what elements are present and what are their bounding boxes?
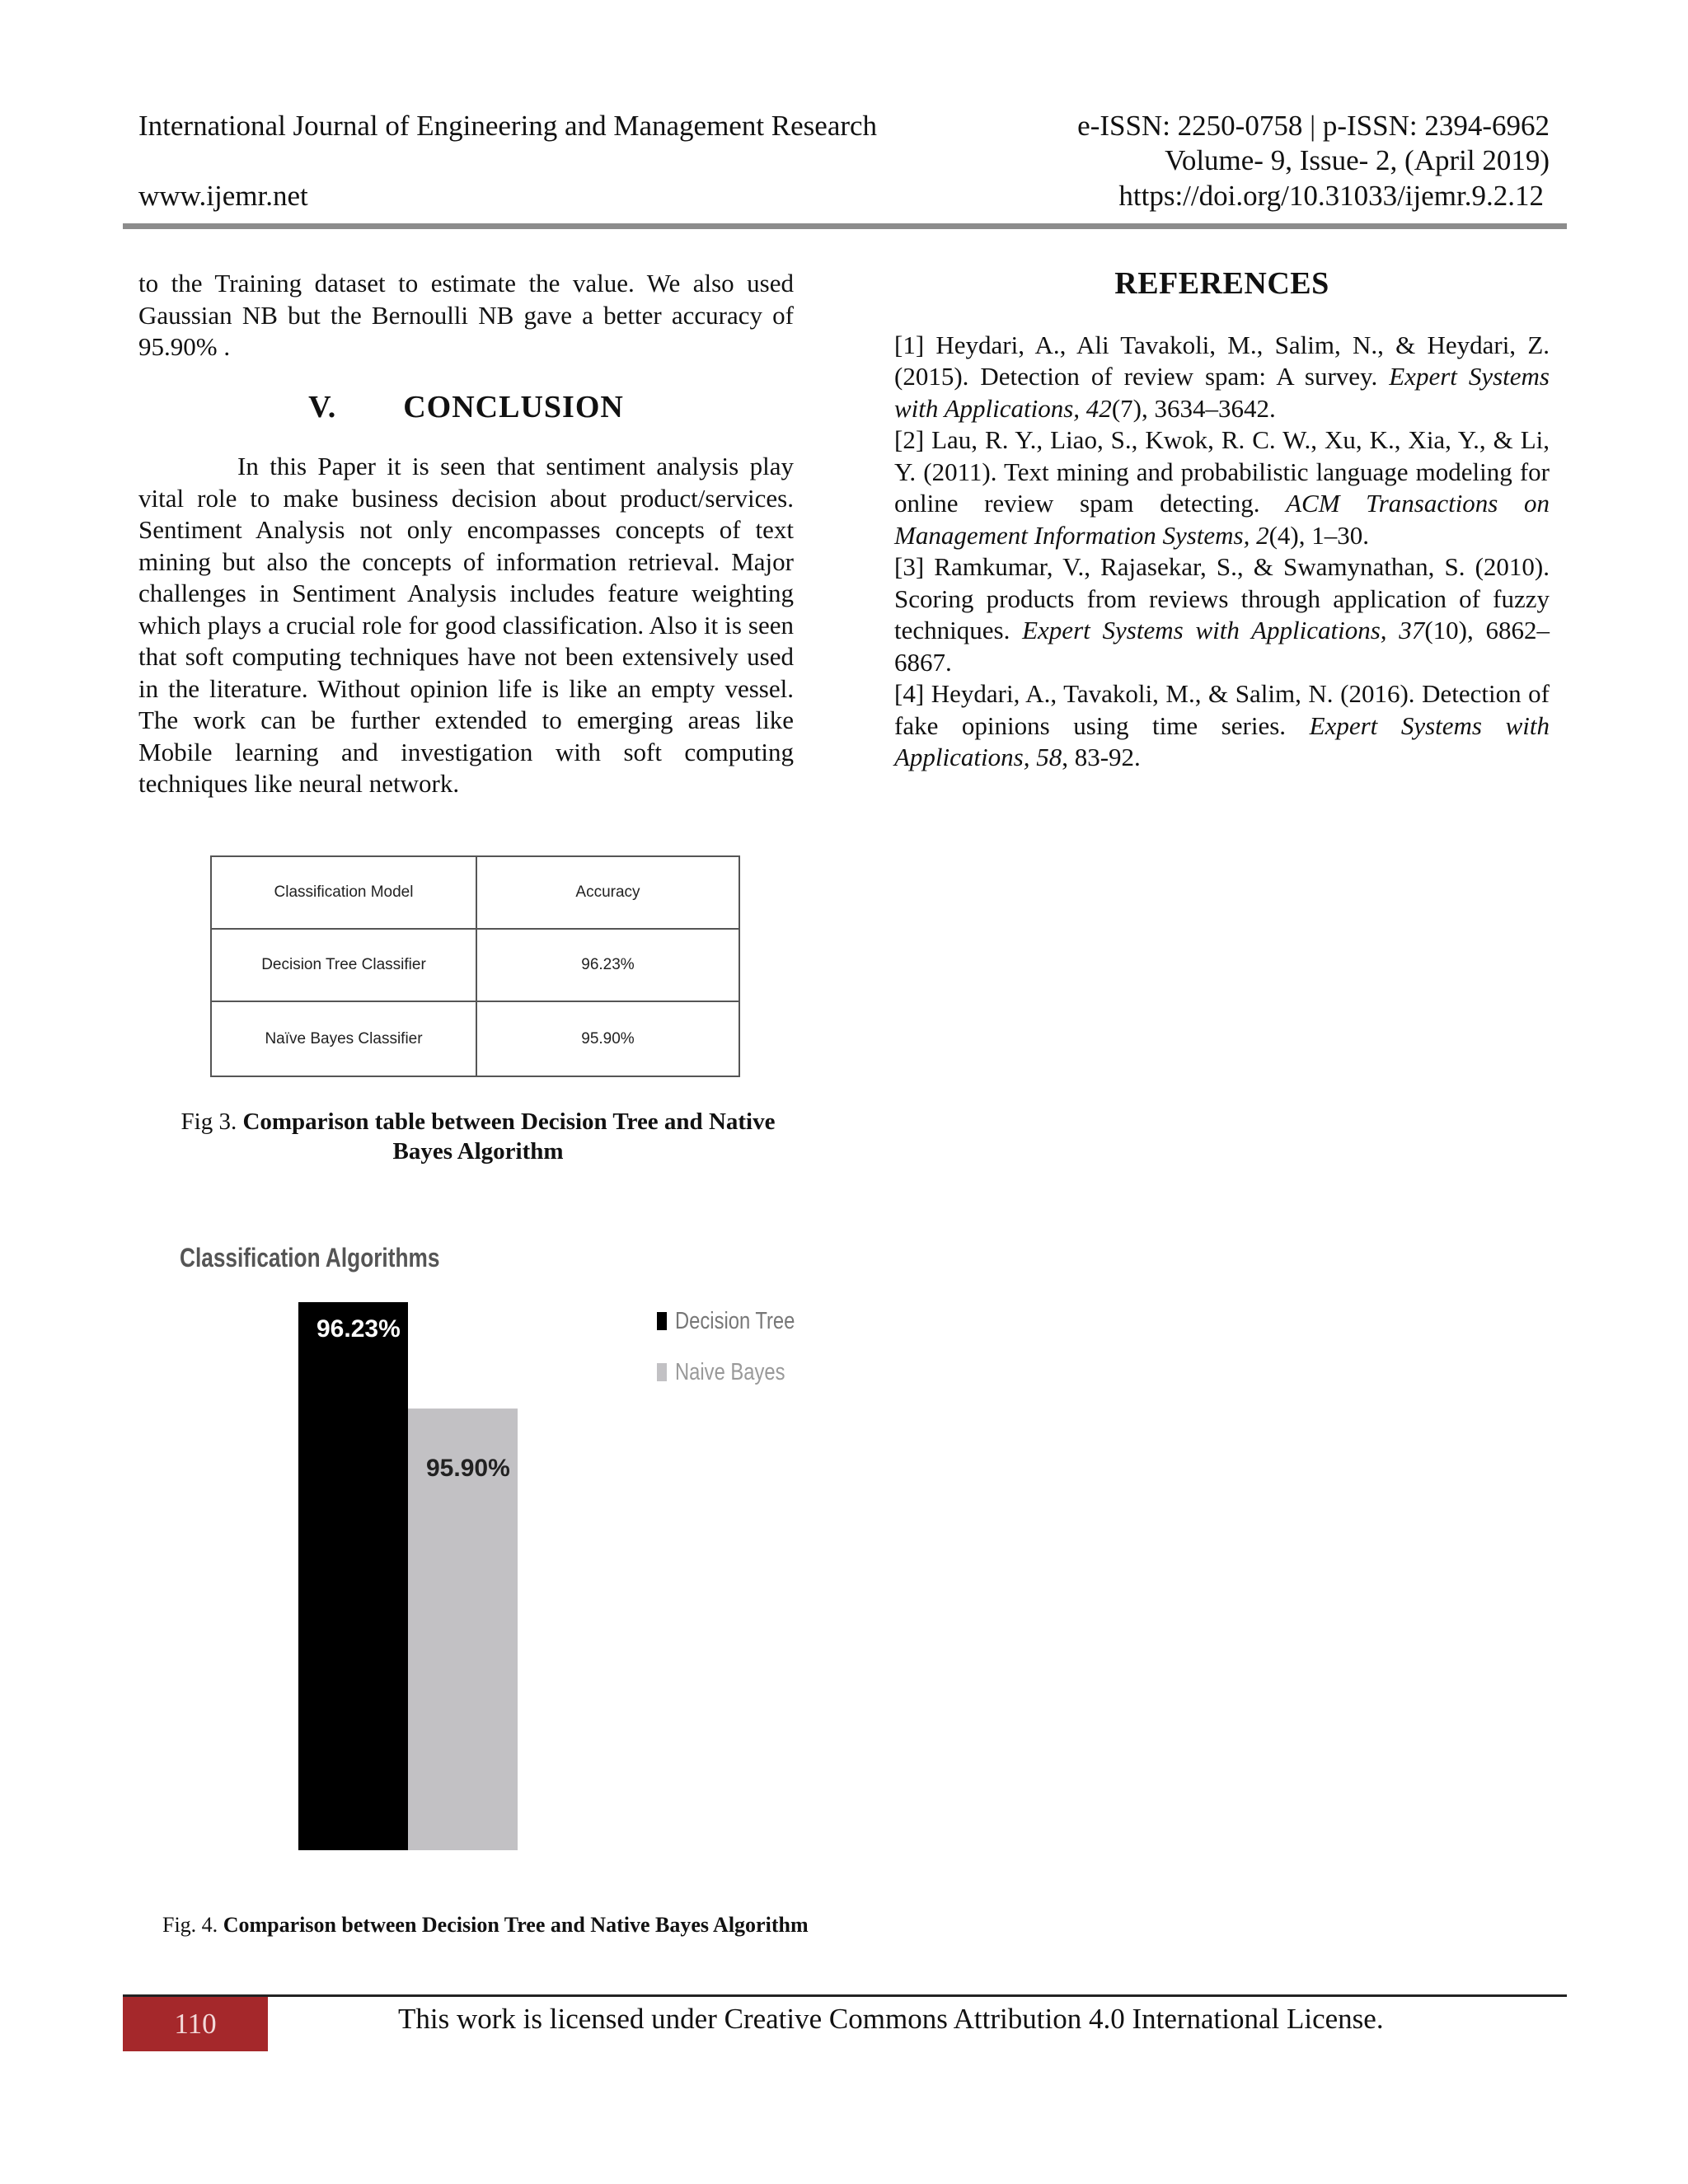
right-column xyxy=(894,268,1550,774)
section-heading xyxy=(138,391,794,424)
comparison-table xyxy=(210,855,740,1077)
reference-1: [1] Heydari, A., Ali Tavakoli, M., Salim, N., & Heydari, Z. (2015). Detection of review spam: A survey. Expert Systems with Applications, 42(7), 3634–3642. xyxy=(894,330,1550,423)
table-row xyxy=(211,1001,739,1076)
license-text: This work is licensed under Creative Commons Attribution 4.0 International License. xyxy=(398,2003,1384,2035)
legend-label: Naive Bayes xyxy=(675,1358,785,1385)
footer-rule xyxy=(123,1994,1567,1997)
fig4-caption-prefix: Fig. 4. xyxy=(162,1913,218,1937)
reference-2: [2] Lau, R. Y., Liao, S., Kwok, R. C. W., Xu, K., Xia, Y., & Li, Y. (2011). Text mining and probabilistic language modeling for online review spam detecting. ACM Transactions on Management Information Systems, 2(4), 1–30. xyxy=(894,425,1550,550)
table-header: Classification Model xyxy=(211,856,476,929)
table-header: Accuracy xyxy=(476,856,739,929)
volume-issue: Volume- 9, Issue- 2, (April 2019) xyxy=(1165,144,1550,176)
header-rule xyxy=(123,223,1567,229)
table-header-row xyxy=(211,856,739,929)
table-cell: Naïve Bayes Classifier xyxy=(211,1001,476,1076)
legend-label: Decision Tree xyxy=(675,1307,795,1334)
reference-3: [3] Ramkumar, V., Rajasekar, S., & Swamynathan, S. (2010). Scoring products from reviews through application of fuzzy techniques. Expert Systems with Applications, 37(10), 6862–6867. xyxy=(894,552,1550,677)
table-cell: 95.90% xyxy=(476,1001,739,1076)
chart-title: Classification Algorithms xyxy=(180,1243,440,1272)
section-title: CONCLUSION xyxy=(403,389,624,424)
data-label: 96.23% xyxy=(316,1315,401,1343)
fig3-caption xyxy=(157,1107,799,1166)
conclusion-paragraph: In this Paper it is seen that sentiment analysis play vital role to make business decision about product/services. Sentiment Analysis not only encompasses concepts of text mining but also the concepts of information retrieval. Major challenges in Sentiment Analysis includes feature weighting which plays a crucial role for good classification. Also it is seen that soft computing techniques have not been extensively used in the literature. Without opinion life is like an empty vessel. The work can be further extended to emerging areas like Mobile learning and investigation with soft computing techniques like neural network. xyxy=(138,452,794,798)
journal-title: International Journal of Engineering and Management Research xyxy=(138,110,878,142)
bar-chart xyxy=(280,1286,544,1863)
page-number: 110 xyxy=(123,1997,268,2051)
references-heading: REFERENCES xyxy=(1114,266,1329,301)
issn: e-ISSN: 2250-0758 | p-ISSN: 2394-6962 xyxy=(1077,110,1550,142)
fig3-caption-text: Comparison table between Decision Tree and Native Bayes Algorithm xyxy=(242,1108,776,1165)
data-label: 95.90% xyxy=(426,1455,510,1483)
table-row xyxy=(211,929,739,1001)
legend-swatch xyxy=(657,1363,667,1381)
reference-4: [4] Heydari, A., Tavakoli, M., & Salim, N. (2016). Detection of fake opinions using time series. Expert Systems with Applications, 58, 83-92. xyxy=(894,679,1550,771)
legend-swatch xyxy=(657,1312,667,1330)
intro-paragraph: to the Training dataset to estimate the value. We also used Gaussian NB but the Bernoulli NB gave a better accuracy of 95.90% . xyxy=(138,269,794,361)
doi: https://doi.org/10.31033/ijemr.9.2.12 xyxy=(1118,180,1544,212)
left-column xyxy=(138,268,794,800)
journal-website: www.ijemr.net xyxy=(138,180,308,212)
section-number: V. xyxy=(308,389,337,424)
fig4-caption-text: Comparison between Decision Tree and Native Bayes Algorithm xyxy=(223,1913,809,1937)
legend-item xyxy=(657,1357,821,1387)
fig3-caption-prefix: Fig 3. xyxy=(181,1108,237,1135)
chart-legend xyxy=(657,1306,821,1387)
fig4-caption xyxy=(162,1910,809,1940)
legend-item xyxy=(657,1306,821,1336)
bar-decision-tree xyxy=(298,1302,408,1850)
table-cell: 96.23% xyxy=(476,929,739,1001)
table-cell: Decision Tree Classifier xyxy=(211,929,476,1001)
issn-line xyxy=(1077,109,1550,178)
